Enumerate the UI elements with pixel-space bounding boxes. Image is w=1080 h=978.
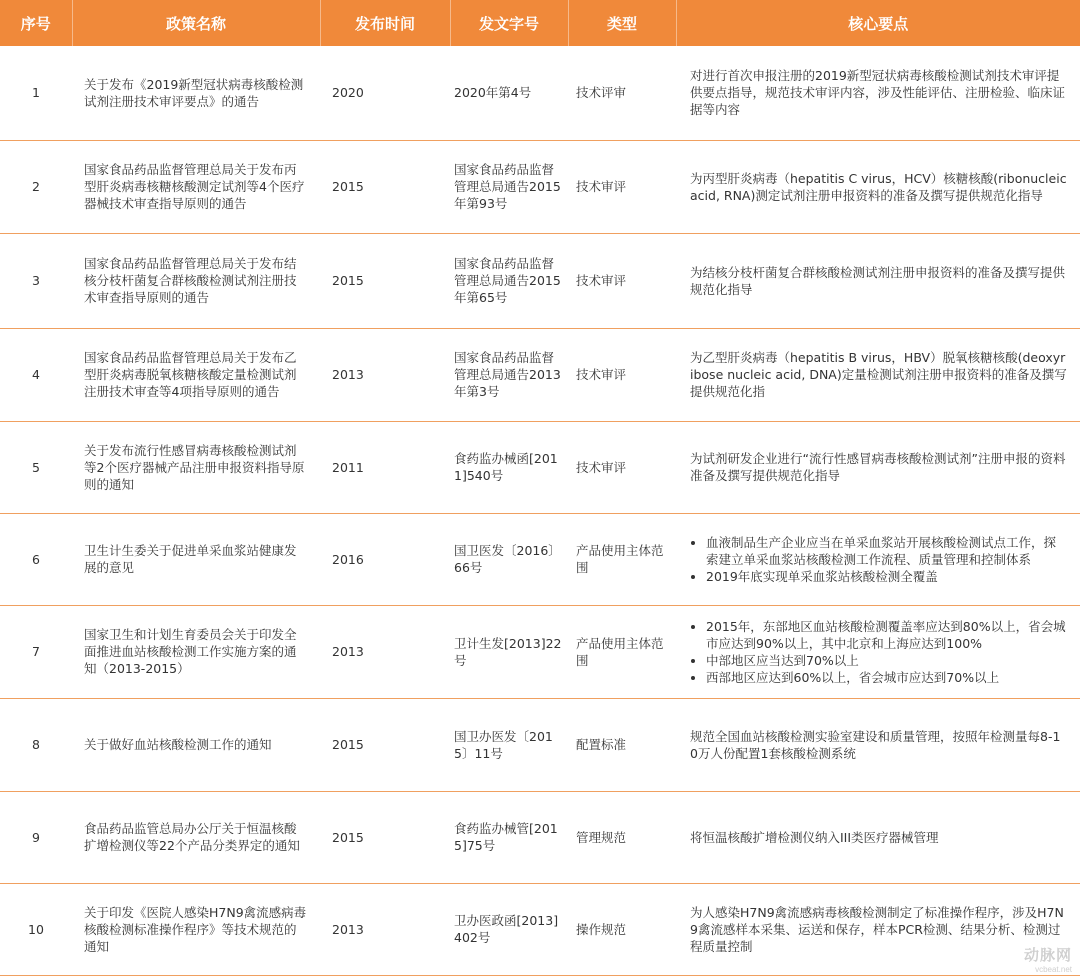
core-points <box>676 140 1080 233</box>
table-row <box>0 513 1080 605</box>
core-points-list <box>690 618 1068 686</box>
policy-name: 关于印发《医院人感染H7N9禽流感病毒核酸检测标准操作程序》等技术规范的通知 <box>72 883 320 975</box>
table-row <box>0 328 1080 421</box>
document-number: 国卫医发〔2016〕66号 <box>450 513 568 605</box>
table-row <box>0 698 1080 791</box>
core-points <box>676 421 1080 513</box>
table-row <box>0 605 1080 698</box>
watermark-logo: 动脉网 <box>1023 946 1072 964</box>
core-point-item: • 中部地区应当达到70%以上 <box>706 652 1068 669</box>
document-number: 国家食品药品监督管理总局通告2015年第93号 <box>450 140 568 233</box>
row-number: 2 <box>0 140 72 233</box>
core-point-text: 对进行首次申报注册的2019新型冠状病毒核酸检测试剂技术审评提供要点指导，规范技术审评内容，涉及性能评估、注册检验、临床证据等内容 <box>690 68 1066 118</box>
publish-year: 2015 <box>320 698 450 791</box>
publish-year: 2013 <box>320 328 450 421</box>
policy-type: 配置标准 <box>568 698 676 791</box>
core-point-text: 为试剂研发企业进行“流行性感冒病毒核酸检测试剂”注册申报的资料准备及撰写提供规范化指导 <box>690 451 1066 483</box>
policy-type: 技术审评 <box>568 328 676 421</box>
publish-year: 2013 <box>320 883 450 975</box>
document-number: 国卫办医发〔2015〕11号 <box>450 698 568 791</box>
row-number: 6 <box>0 513 72 605</box>
row-number: 3 <box>0 233 72 328</box>
publish-year: 2016 <box>320 513 450 605</box>
table-row <box>0 791 1080 883</box>
policy-type: 产品使用主体范围 <box>568 605 676 698</box>
document-number: 卫计生发[2013]22号 <box>450 605 568 698</box>
policy-name: 卫生计生委关于促进单采血浆站健康发展的意见 <box>72 513 320 605</box>
core-points <box>676 698 1080 791</box>
watermark <box>1024 944 1072 974</box>
policy-type: 技术审评 <box>568 233 676 328</box>
row-number: 9 <box>0 791 72 883</box>
policy-type: 技术审评 <box>568 421 676 513</box>
table-row <box>0 140 1080 233</box>
document-number: 食药监办械管[2015]75号 <box>450 791 568 883</box>
table-row <box>0 883 1080 975</box>
document-number: 2020年第4号 <box>450 46 568 140</box>
core-point-text: 为结核分枝杆菌复合群核酸检测试剂注册申报资料的准备及撰写提供规范化指导 <box>690 264 1066 297</box>
core-point-text: 为丙型肝炎病毒（hepatitis C virus，HCV）核糖核酸(ribonucleic acid, RNA)测定试剂注册申报资料的准备及撰写提供规范化指导 <box>690 170 1067 203</box>
policy-type: 技术评审 <box>568 46 676 140</box>
row-number: 4 <box>0 328 72 421</box>
header-cell-points: 核心要点 <box>848 14 909 33</box>
row-number: 1 <box>0 46 72 140</box>
document-number: 国家食品药品监督管理总局通告2013年第3号 <box>450 328 568 421</box>
policy-type: 产品使用主体范围 <box>568 513 676 605</box>
header-cell-year: 发布时间 <box>320 0 450 46</box>
policy-type: 管理规范 <box>568 791 676 883</box>
watermark-url: vcbeat.net <box>1035 965 1072 974</box>
row-number: 5 <box>0 421 72 513</box>
core-points <box>676 883 1080 975</box>
core-points-list <box>690 534 1068 585</box>
policy-name: 食品药品监管总局办公厅关于恒温核酸扩增检测仪等22个产品分类界定的通知 <box>72 791 320 883</box>
core-point-text: 将恒温核酸扩增检测仪纳入III类医疗器械管理 <box>690 829 939 845</box>
publish-year: 2011 <box>320 421 450 513</box>
core-points <box>676 233 1080 328</box>
table-row <box>0 46 1080 140</box>
core-points <box>676 46 1080 140</box>
table-header-row <box>0 0 1080 46</box>
core-points <box>676 328 1080 421</box>
document-number: 食药监办械函[2011]540号 <box>450 421 568 513</box>
core-point-text: 为乙型肝炎病毒（hepatitis B virus，HBV）脱氧核糖核酸(deoxyribose nucleic acid, DNA)定量检测试剂注册申报资料的准备及撰写提供规范化指 <box>690 350 1067 399</box>
policy-type: 技术审评 <box>568 140 676 233</box>
policy-type: 操作规范 <box>568 883 676 975</box>
policy-name: 国家食品药品监督管理总局关于发布乙型肝炎病毒脱氧核糖核酸定量检测试剂注册技术审查等4项指导原则的通告 <box>72 328 320 421</box>
core-points <box>676 791 1080 883</box>
core-point-item: • 西部地区应达到60%以上，省会城市应达到70%以上 <box>706 669 1068 686</box>
policy-name: 关于发布《2019新型冠状病毒核酸检测试剂注册技术审评要点》的通告 <box>72 46 320 140</box>
policy-name: 国家卫生和计划生育委员会关于印发全面推进血站核酸检测工作实施方案的通知（2013-2015） <box>72 605 320 698</box>
publish-year: 2013 <box>320 605 450 698</box>
policy-name: 关于发布流行性感冒病毒核酸检测试剂等2个医疗器械产品注册申报资料指导原则的通知 <box>72 421 320 513</box>
table-row <box>0 421 1080 513</box>
document-number: 卫办医政函[2013]402号 <box>450 883 568 975</box>
policy-name: 关于做好血站核酸检测工作的通知 <box>72 698 320 791</box>
core-point-text: 规范全国血站核酸检测实验室建设和质量管理，按照年检测量每8-10万人份配置1套核酸检测系统 <box>690 728 1061 761</box>
row-number: 8 <box>0 698 72 791</box>
policy-name: 国家食品药品监督管理总局关于发布丙型肝炎病毒核糖核酸测定试剂等4个医疗器械技术审查指导原则的通告 <box>72 140 320 233</box>
publish-year: 2015 <box>320 140 450 233</box>
table-row <box>0 233 1080 328</box>
document-number: 国家食品药品监督管理总局通告2015年第65号 <box>450 233 568 328</box>
publish-year: 2015 <box>320 791 450 883</box>
row-number: 10 <box>0 883 72 975</box>
policy-name: 国家食品药品监督管理总局关于发布结核分枝杆菌复合群核酸检测试剂注册技术审查指导原则的通告 <box>72 233 320 328</box>
header-cell-doc: 发文字号 <box>450 0 568 46</box>
row-number: 7 <box>0 605 72 698</box>
publish-year: 2020 <box>320 46 450 140</box>
core-point-item: • 2015年，东部地区血站核酸检测覆盖率应达到80%以上，省会城市应达到90%以上，其中北京和上海应达到100% <box>706 618 1068 652</box>
header-cell-type: 类型 <box>568 0 676 46</box>
core-points <box>676 513 1080 605</box>
core-points <box>676 605 1080 698</box>
core-point-item: • 血液制品生产企业应当在单采血浆站开展核酸检测试点工作，探索建立单采血浆站核酸检测工作流程、质量管理和控制体系 <box>706 534 1068 568</box>
publish-year: 2015 <box>320 233 450 328</box>
core-point-text: 为人感染H7N9禽流感病毒核酸检测制定了标准操作程序，涉及H7N9禽流感样本采集、运送和保存，样本PCR检测、结果分析、检测过程质量控制 <box>690 904 1064 954</box>
header-cell-no: 序号 <box>0 0 72 46</box>
header-cell-name: 政策名称 <box>72 0 320 46</box>
core-point-item: • 2019年底实现单采血浆站核酸检测全覆盖 <box>706 568 1068 585</box>
